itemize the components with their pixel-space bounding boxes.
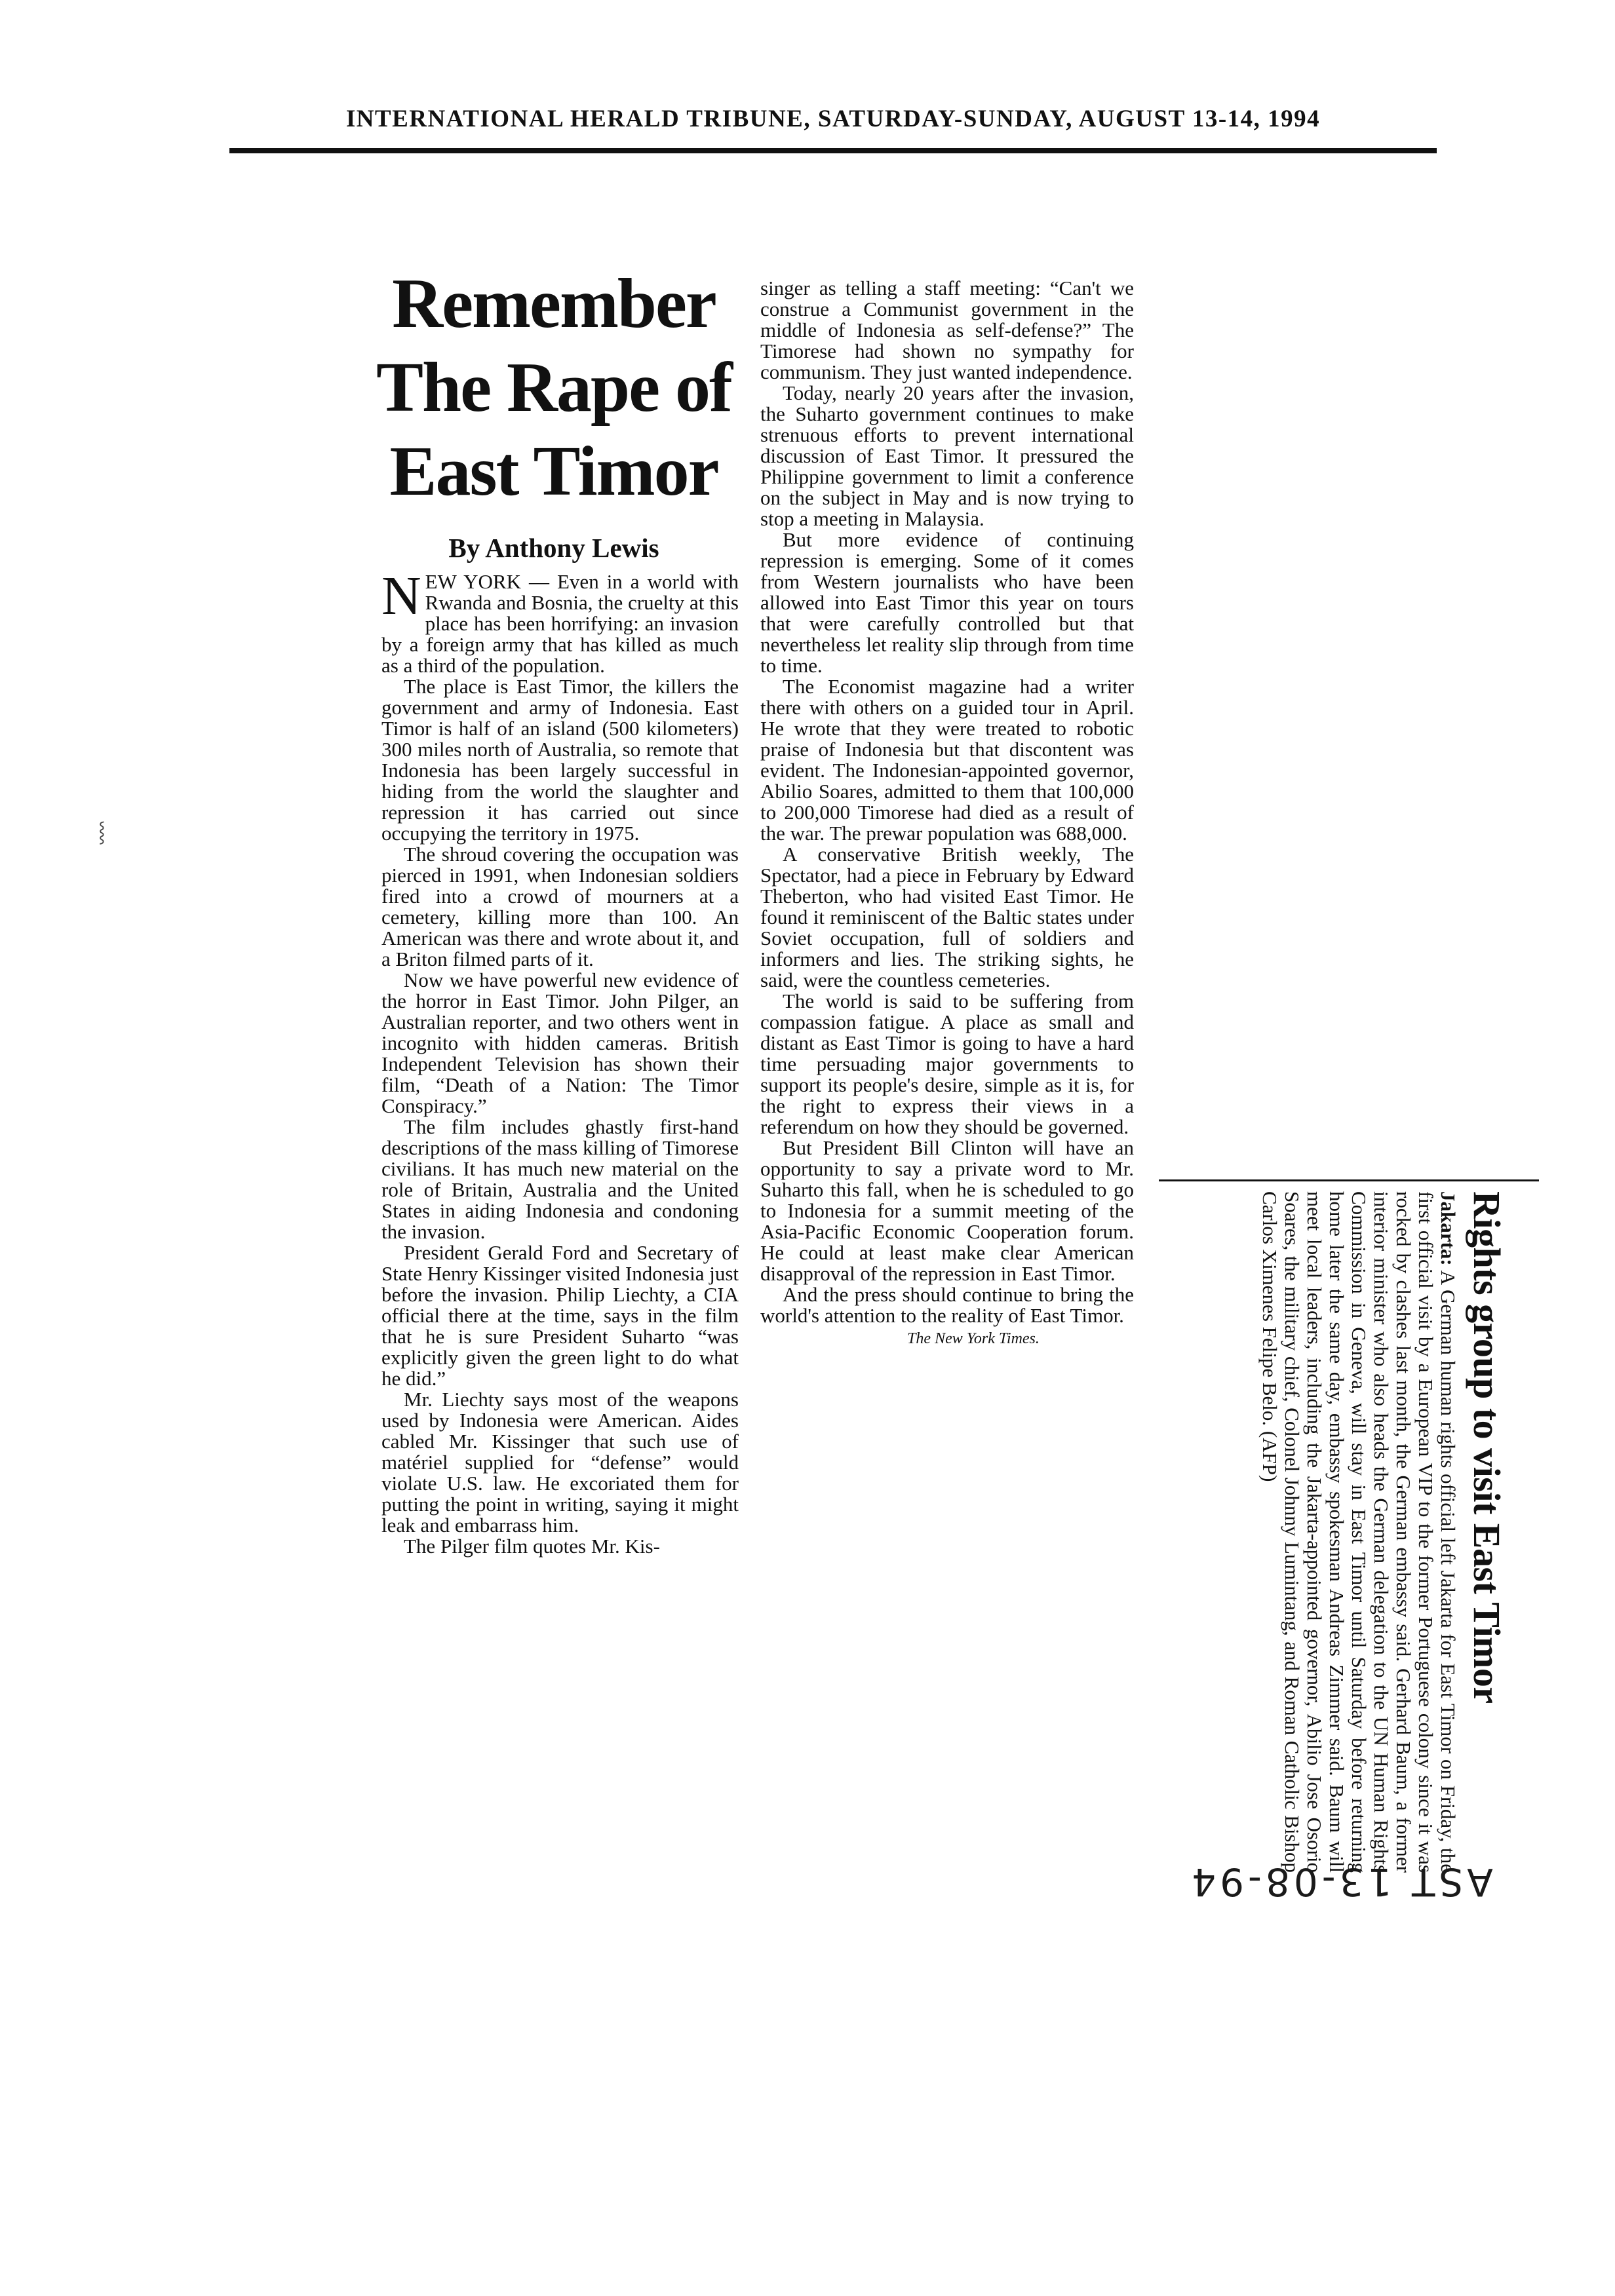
paragraph: Today, nearly 20 years after the invasion, the Suharto government continues to make strenuous efforts to prevent international discussion of East Timor. It pressured the Philippine government to limit a conference on the subject in May and is now trying to stop a meeting in Malaysia. [760, 381, 1134, 530]
paragraph: singer as telling a staff meeting: “Can't we construe a Communist government in the middle of Indonesia as self-defense?” The Timorese had shown no sympathy for communism. They just wanted independence. [760, 277, 1134, 383]
paragraph: The Economist magazine had a writer there with others on a guided tour in April. He wrote that they were treated to robotic praise of Indonesia but that discontent was evident. The Indonesian-appointed governor, Abilio Soares, admitted to them that 100,000 to 200,000 Timorese had died as a result of the war. The prewar population was 688,000. [760, 675, 1134, 845]
paragraph: The Pilger film quotes Mr. Kis- [404, 1535, 660, 1558]
brief-text: A German human rights official left Jakarta for East Timor on Friday, the first official visit by a European VIP to the former Portuguese colony since it was rocked by clashes last month, the German embassy said. Gerhard Baum, a former interior minister who also heads the German delegation to the UN Human Rights Commission in Geneva, will stay in East Timor until Saturday before returning home later the same day, embassy spokesman Andreas Zimmer said. Baum will meet local leaders, including the Jakarta-appointed governor, Abilio Jose Osorio Soares, the military chief, Colonel Johnny Lumintang, and Roman Catholic Bishop Carlos Ximenes Felipe Belo. (AFP) [1258, 1191, 1460, 1873]
masthead: INTERNATIONAL HERALD TRIBUNE, SATURDAY-SUNDAY, AUGUST 13-14, 1994 [345, 105, 1321, 132]
headline-line-1: Remember [392, 265, 716, 343]
signoff: The New York Times. [907, 1330, 1040, 1347]
paragraph: Now we have powerful new evidence of the horror in East Timor. John Pilger, an Australian reporter, and two others went in incognito with hidden cameras. British Independent Television has shown their film, “Death of a Nation: The Timor Conspiracy.” [381, 968, 739, 1117]
brief-title: Rights group to visit East Timor [1466, 1191, 1508, 1704]
paragraph: The place is East Timor, the killers the government and army of Indonesia. East Timor is half of an island (500 kilometers) 300 miles north of Australia, so remote that Indonesia has been largely successful in hiding from the world the slaughter and repression it has carried out since occupying the territory in 1975. [381, 675, 739, 845]
brief-body [1258, 1191, 1459, 1873]
stray-mark: ⸾ [98, 821, 106, 843]
drop-cap: N [381, 565, 421, 626]
byline: By Anthony Lewis [448, 533, 659, 563]
paragraph-text: EW YORK — Even in a world with Rwanda and Bosnia, the cruelty at this place has been horrifying: an invasion by a foreign army that has killed as much as a third of the population. [381, 570, 739, 677]
paragraph: Mr. Liechty says most of the weapons used by Indonesia were American. Aides cabled Mr. Kissinger that such use of matériel supplied for “defense” would violate U.S. law. He excoriated them for putting the point in writing, saying it might leak and embarrass him. [381, 1388, 739, 1537]
article-column-2 [760, 278, 1134, 1349]
article-headline [367, 262, 741, 514]
paragraph: And the press should continue to bring the world's attention to the reality of East Timor. [760, 1283, 1134, 1327]
news-brief [1155, 1191, 1509, 1873]
paragraph: The shroud covering the occupation was pierced in 1991, when Indonesian soldiers fired into a crowd of mourners at a cemetery, killing more than 100. An American was there and wrote about it, and a Briton filmed parts of it. [381, 843, 739, 970]
paragraph [381, 565, 739, 677]
brief-top-rule [1159, 1179, 1539, 1181]
headline-line-3: East Timor [389, 432, 718, 510]
article-column-1 [381, 565, 739, 1558]
brief-dateline: Jakarta: [1437, 1191, 1460, 1266]
paragraph: The world is said to be suffering from compassion fatigue. A place as small and distant as East Timor is going to have a hard time persuading major governments to support its people's desire, simple as it is, for the right to express their views in a referendum on how they should be governed. [760, 989, 1134, 1138]
paragraph: A conservative British weekly, The Spectator, had a piece in February by Edward Theberton, who had visited East Timor. He found it reminiscent of the Baltic states under Soviet occupation, full of soldiers and informers and lies. The striking sights, he said, were the countless cemeteries. [760, 843, 1134, 991]
paragraph: But more evidence of continuing repression is emerging. Some of it comes from Western journalists who have been allowed into East Timor this year on tours that were carefully controlled but that nevertheless let reality slip through from time to time. [760, 528, 1134, 677]
headline-line-2: The Rape of [376, 349, 731, 427]
masthead-rule [229, 148, 1437, 153]
paragraph: President Gerald Ford and Secretary of State Henry Kissinger visited Indonesia just before the invasion. Philip Liechty, a CIA official there at the time, says in the film that he is sure President Suharto “was explicitly given the green light to do what he did.” [381, 1241, 739, 1390]
paragraph: The film includes ghastly first-hand descriptions of the mass killing of Timorese civilians. It has much new material on the role of Britain, Australia and the United States in aiding Indonesia and condoning the invasion. [381, 1115, 739, 1243]
paragraph: But President Bill Clinton will have an opportunity to say a private word to Mr. Suharto this fall, when he is scheduled to go to Indonesia for a summit meeting of the Asia-Pacific Economic Cooperation forum. He could at least make clear American disapproval of the repression in East Timor. [760, 1136, 1134, 1285]
handwritten-note: AST 13-08-94 [1188, 1860, 1493, 1904]
